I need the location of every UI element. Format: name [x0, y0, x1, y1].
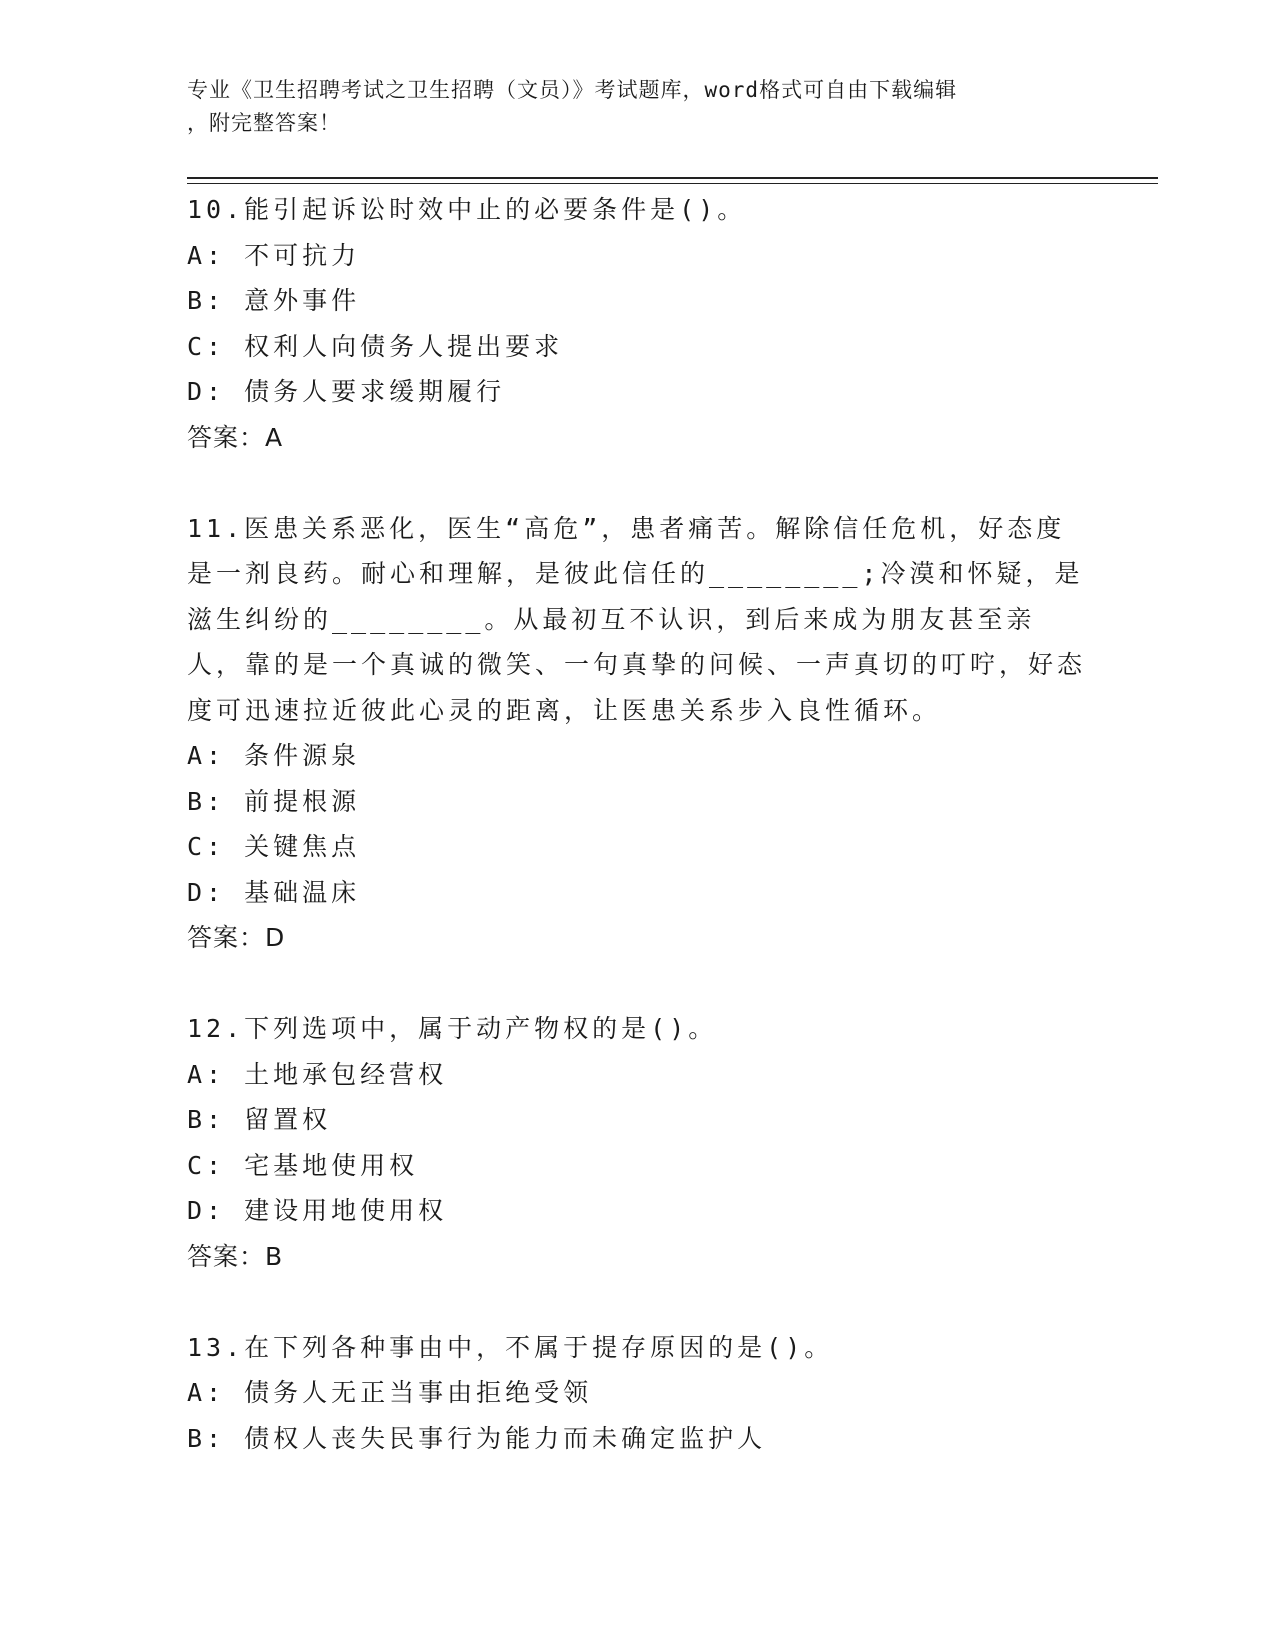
option-b: B: 意外事件 [187, 286, 361, 315]
answer: 答案：A [187, 422, 284, 452]
option-a: A: 不可抗力 [187, 240, 361, 270]
question-13 [187, 1325, 1087, 1462]
option-c: C: 宅基地使用权 [187, 1150, 419, 1180]
question-stem: 10.能引起诉讼时效中止的必要条件是()。 [187, 195, 747, 224]
option-d: D: 基础温床 [187, 877, 361, 907]
option-c: C: 权利人向债务人提出要求 [187, 331, 564, 361]
question-11 [187, 506, 1087, 961]
option-a: A: 土地承包经营权 [187, 1059, 448, 1089]
option-b: B: 前提根源 [187, 786, 361, 816]
document-header [187, 74, 1077, 140]
option-c: C: 关键焦点 [187, 832, 361, 861]
question-10 [187, 187, 1087, 460]
answer: 答案：B [187, 1241, 284, 1271]
question-stem: 13.在下列各种事由中，不属于提存原因的是()。 [187, 1332, 834, 1362]
option-a: A: 条件源泉 [187, 741, 361, 770]
header-line-1: 专业《卫生招聘考试之卫生招聘（文员）》考试题库，word格式可自由下载编辑 [187, 78, 958, 102]
option-b: B: 债权人丧失民事行为能力而未确定监护人 [187, 1423, 767, 1453]
header-line-2: ，附完整答案！ [187, 111, 341, 135]
question-stem: 11.医患关系恶化，医生“高危”，患者痛苦。解除信任危机，好态度是一剂良药。耐心和理解，是彼此信任的________;冷漠和怀疑，是滋生纠纷的________。从最初互不认识，到后来成为朋友甚至亲人，靠的是一个真诚的微笑、一句真挚的问候、一声真切的叮咛，好态度可迅速拉近彼此心灵的距离，让医患关系步入良性循环。 [187, 513, 1087, 725]
option-d: D: 债务人要求缓期履行 [187, 377, 506, 406]
question-stem: 12.下列选项中，属于动产物权的是()。 [187, 1014, 718, 1043]
header-divider-thin [187, 183, 1158, 184]
option-b: B: 留置权 [187, 1105, 332, 1134]
option-a: A: 债务人无正当事由拒绝受领 [187, 1378, 593, 1407]
header-divider-thick [187, 177, 1158, 179]
question-12 [187, 1006, 1087, 1279]
option-d: D: 建设用地使用权 [187, 1196, 448, 1225]
question-list [187, 187, 1087, 1461]
answer: 答案：D [187, 923, 286, 952]
